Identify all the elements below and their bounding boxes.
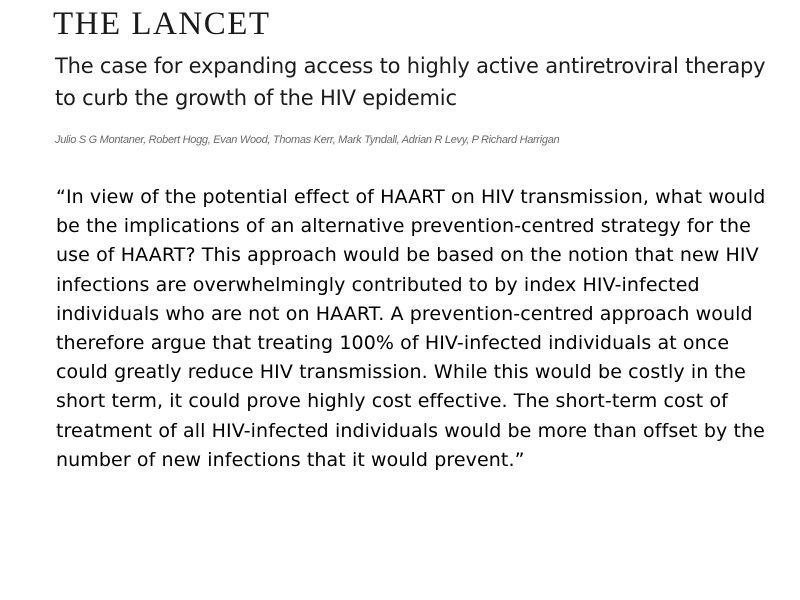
article-title: The case for expanding access to highly active antiretroviral therapy to curb the growth of the HIV epidemic	[55, 54, 766, 110]
journal-masthead: THE LANCET	[53, 6, 271, 42]
quoted-passage: “In view of the potential effect of HAART on HIV transmission, what would be the implications of an alternative prevention-centred strategy for the use of HAART? This approach would be based on the notion that new HIV infections are overwhelmingly contributed to by index HIV-infected individuals who are not on HAART. A prevention-centred approach would therefore argue that treating 100% of HIV-infected individuals at once could greatly reduce HIV transmission. While this would be costly in the short term, it could prove highly cost effective. The short-term cost of treatment of all HIV-infected individuals would be more than offset by the number of new infections that it would prevent.”	[56, 186, 766, 471]
author-list: Julio S G Montaner, Robert Hogg, Evan Wood, Thomas Kerr, Mark Tyndall, Adrian R Levy, P Richard Harrigan	[55, 134, 560, 146]
